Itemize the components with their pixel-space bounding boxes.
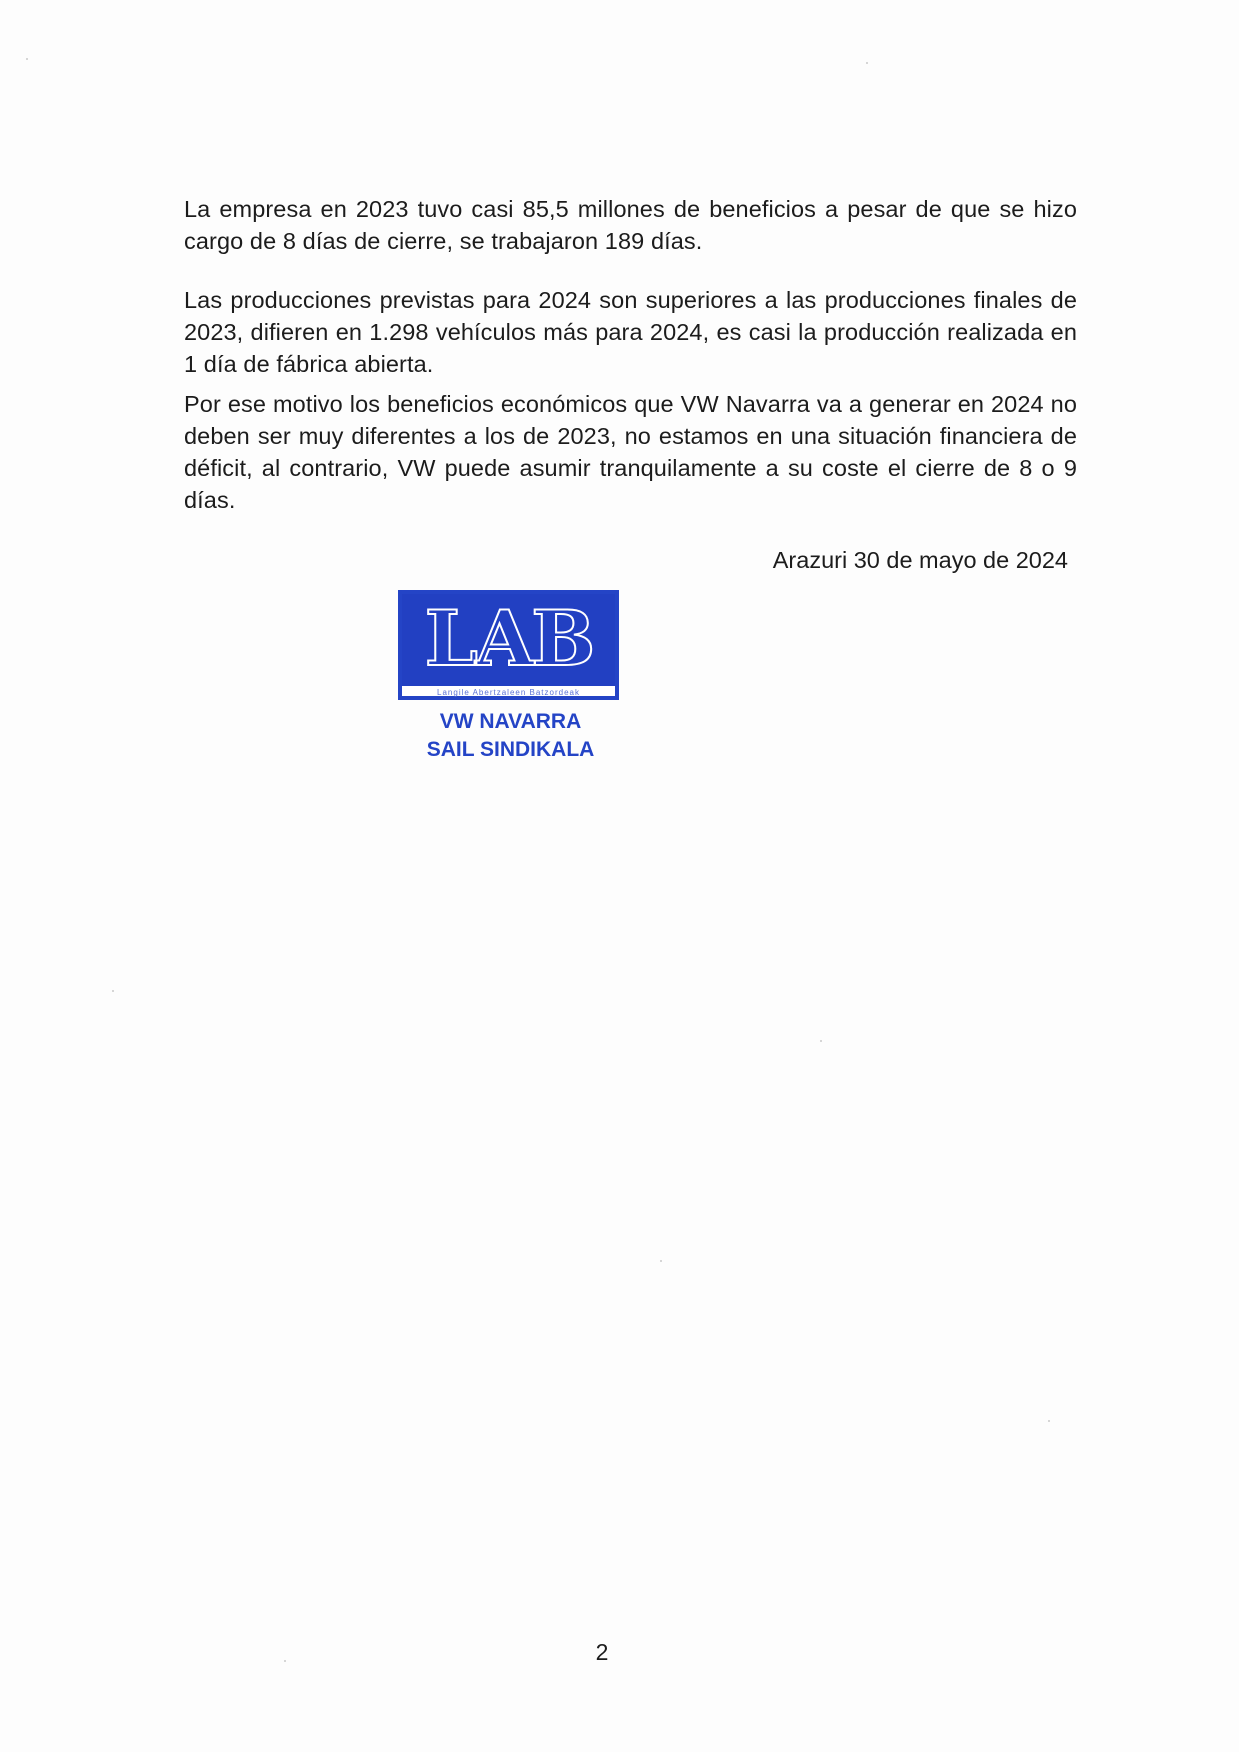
scan-speck — [112, 990, 114, 992]
scan-speck — [284, 1660, 286, 1662]
stamp-caption — [398, 708, 623, 764]
stamp-caption-line1: VW NAVARRA — [439, 710, 582, 733]
stamp-caption-line2: SAIL SINDIKALA — [426, 738, 595, 761]
paragraph-conclusion: Por ese motivo los beneficios económicos que VW Navarra va a generar en 2024 no deben ser muy diferentes a los de 2023, no estamos en una situación financiera de déficit, al contrario, VW puede asumir tranquilamente a su coste el cierre de 8 o 9 días. — [184, 391, 1077, 513]
stamp-subline: Langile Abertzaleen Batzordeak — [437, 688, 580, 697]
stamp-logo-box — [398, 590, 619, 700]
place-date-line: Arazuri 30 de mayo de 2024 — [772, 547, 1068, 573]
paragraph-production: Las producciones previstas para 2024 son superiores a las producciones finales de 2023, difieren en 1.298 vehículos más para 2024, es casi la producción realizada en 1 día de fábrica abierta. — [184, 287, 1077, 377]
scan-speck — [866, 62, 868, 64]
union-stamp — [398, 590, 623, 764]
page-number: 2 — [595, 1639, 609, 1665]
scan-speck — [26, 58, 28, 60]
scan-speck — [820, 1040, 822, 1042]
stamp-logo-text: LAB — [419, 596, 599, 682]
scan-speck — [660, 1260, 662, 1262]
stamp-logo — [402, 596, 615, 682]
paragraph-profits: La empresa en 2023 tuvo casi 85,5 millones de beneficios a pesar de que se hizo cargo de 8 días de cierre, se trabajaron 189 días. — [184, 196, 1077, 254]
scan-speck — [1048, 1420, 1050, 1422]
